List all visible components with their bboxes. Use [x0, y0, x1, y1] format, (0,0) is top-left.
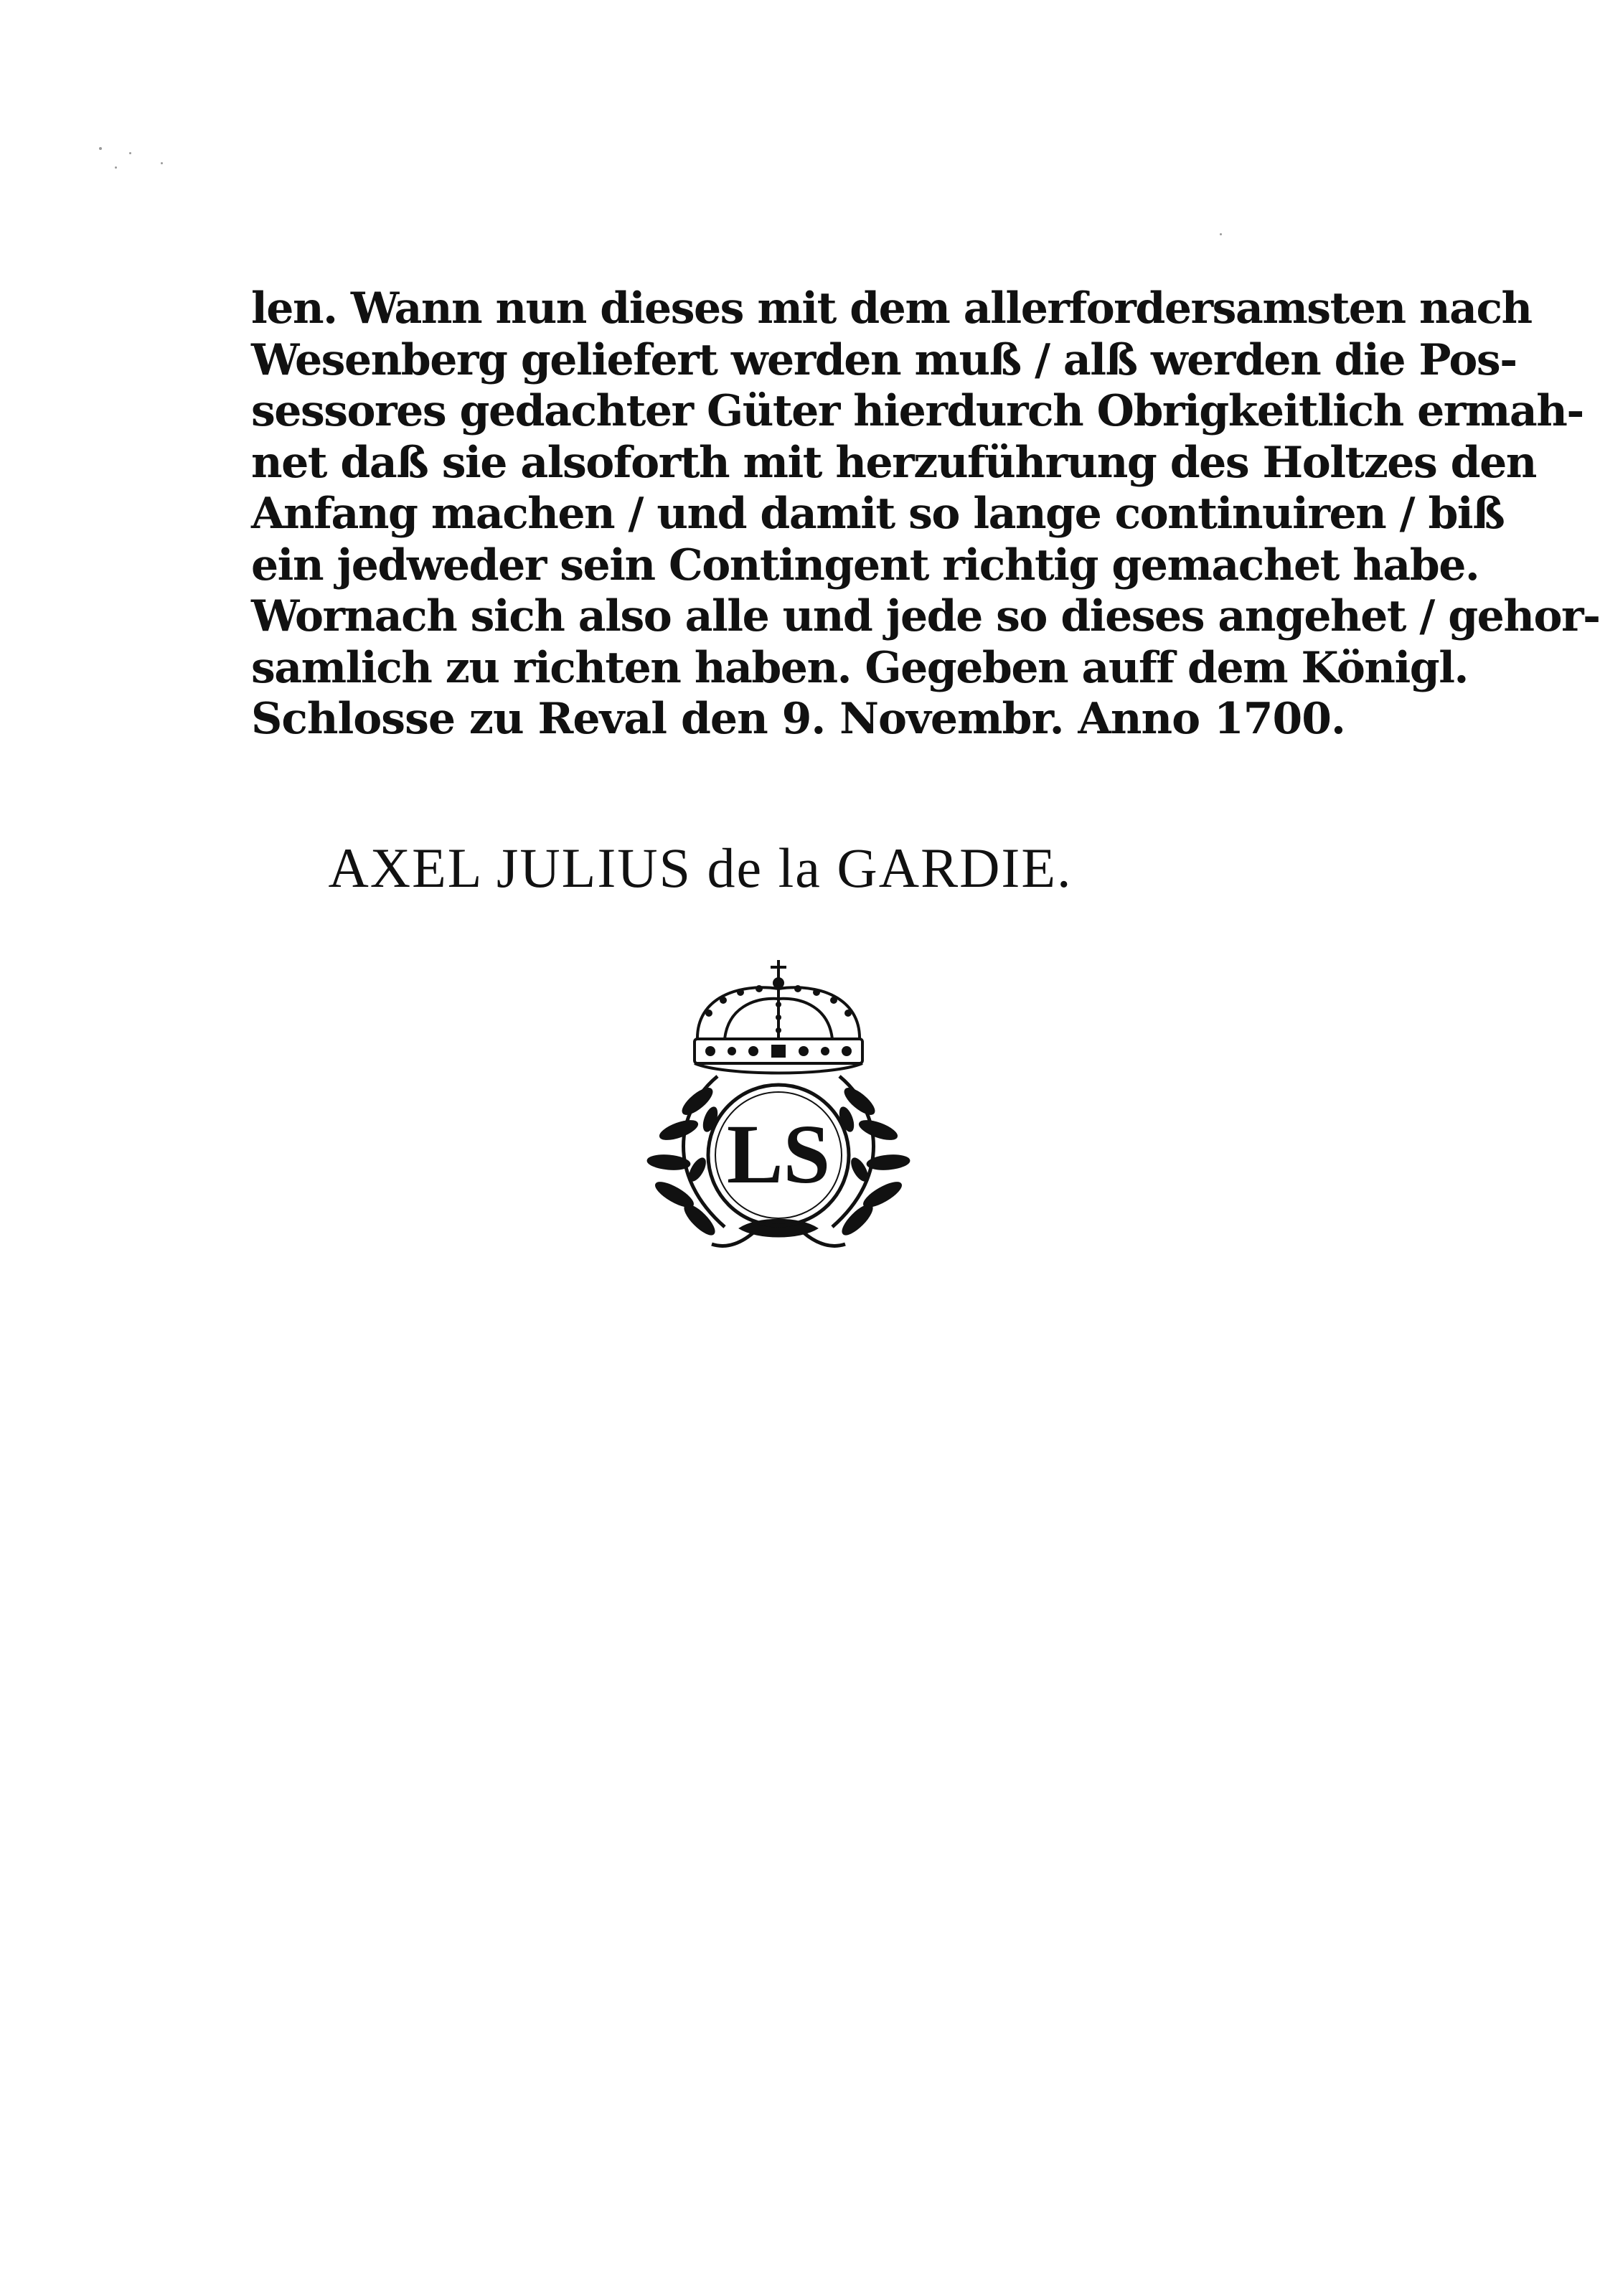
body-text	[251, 283, 1600, 745]
text-line: len. Wann nun dieses mit dem allerfordersamsten nach	[251, 283, 1532, 334]
text-line: Wesenberg geliefert werden muß / alß werden die Pos-	[251, 334, 1517, 385]
text-line: ein jedweder sein Contingent richtig gemachet habe.	[251, 540, 1479, 591]
text-line: samlich zu richten haben. Gegeben auff dem Königl.	[251, 642, 1468, 693]
crown-wreath-seal-icon	[631, 954, 926, 1256]
scan-speck	[99, 147, 102, 150]
signature: AXEL JULIUS de la GARDIE.	[328, 837, 1073, 899]
text-line: Schlosse zu Reval den 9. Novembr. Anno 1700.	[251, 694, 1345, 744]
text-line: Wornach sich also alle und jede so dieses angehet / gehor-	[251, 591, 1600, 641]
text-line: Anfang machen / und damit so lange continuiren / biß	[251, 489, 1505, 539]
seal-monogram: LS	[726, 1107, 831, 1201]
text-line: sessores gedachter Güter hierdurch Obrigkeitlich ermah-	[251, 386, 1583, 436]
scan-speck	[1220, 233, 1222, 235]
text-line: net daß sie alsoforth mit herzuführung des Holtzes den	[251, 437, 1536, 488]
scan-speck	[115, 166, 117, 169]
scan-speck	[129, 152, 131, 154]
scan-speck	[161, 162, 163, 164]
crown-icon	[695, 960, 862, 1073]
